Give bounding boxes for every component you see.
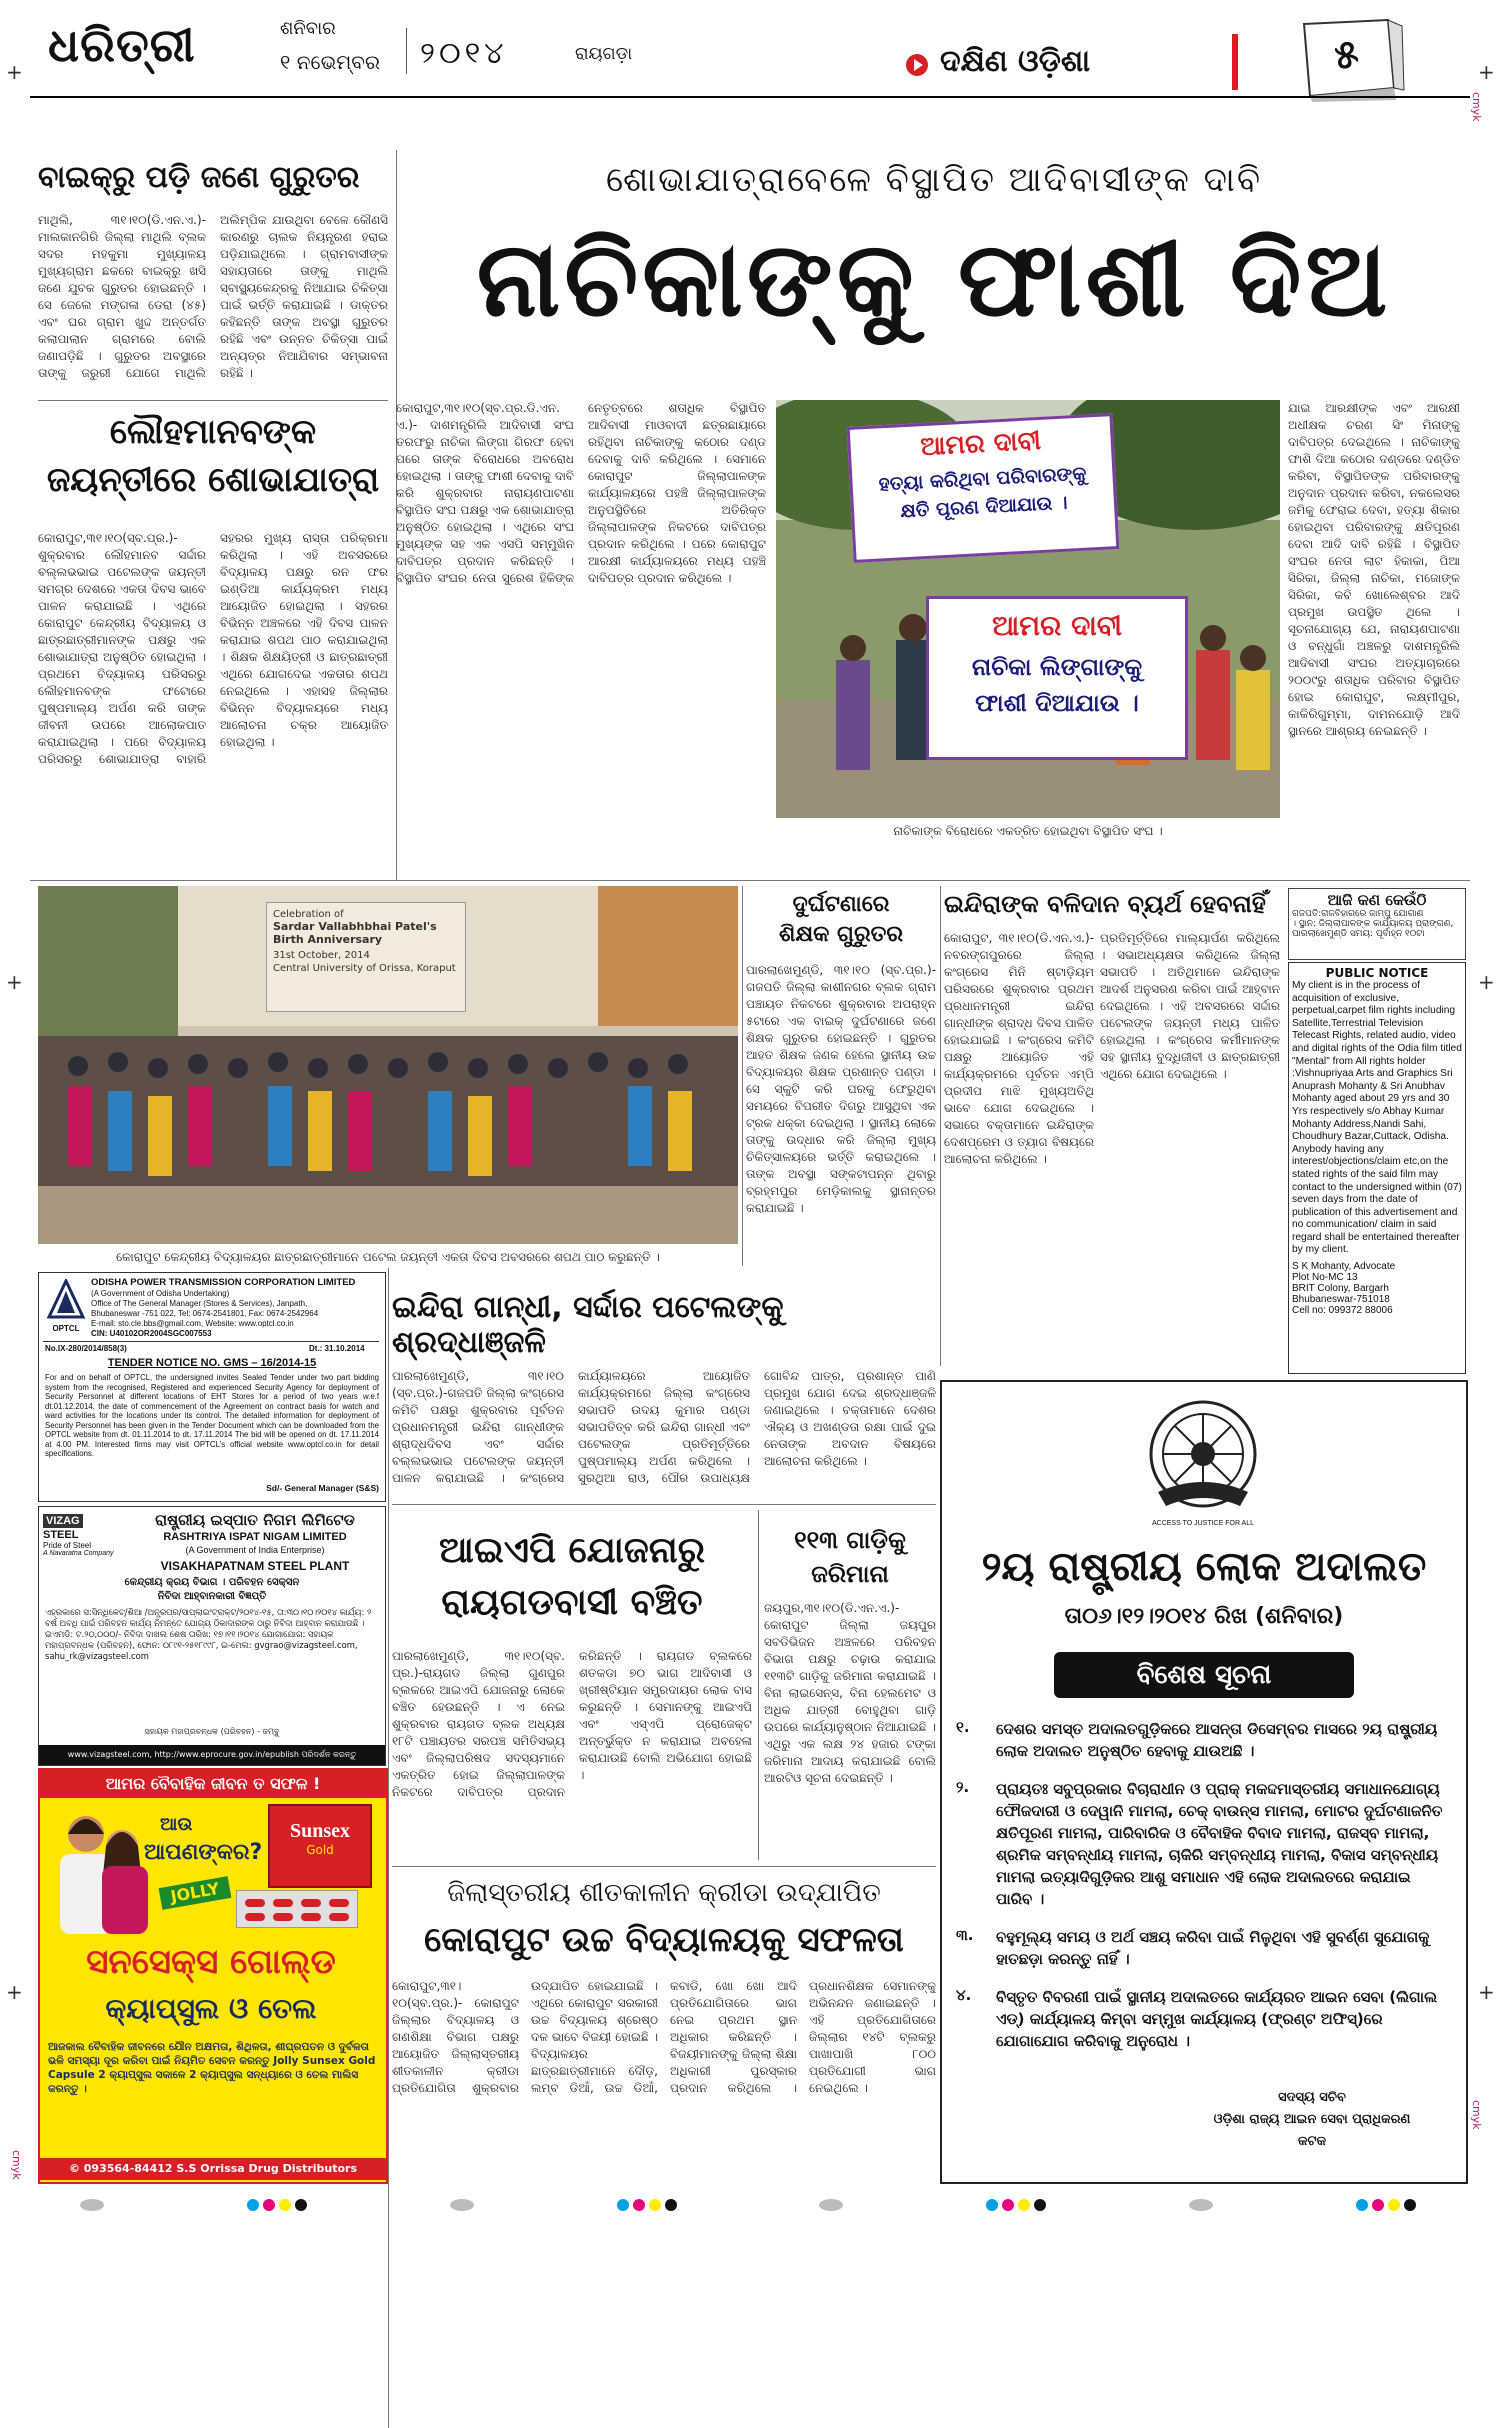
public-notice-sign-1: S K Mohanty, Advocate (1292, 1261, 1396, 1273)
notice-item (956, 1986, 1452, 2052)
banner-1 (847, 413, 1120, 563)
sunsex-question-1: ଆଉ (160, 1814, 193, 1835)
masthead-day: ଶନିବାର (280, 18, 336, 39)
notice-item-num: ୨. (956, 1778, 970, 1796)
public-notice-body: My client is in the process of acquisition of exclusive, perpetual,carpet film rights including Satellite,Terrestrial Television Telecast Rights, related audio, video and digital rights of the Odia film titled "Mental" from All rights holder :Vishnupriyaa Arts and Graphics Sri Anuprash Mohanty & Sri Anubhav Mohanty aged about 29 yrs and 30 Yrs respectively s/o Abhay Kumar Mohanty Address,Nandi Sahi, Choudhury Bazar,Cuttack, Odisha. Anybody having any interest/objections/claim etc,on the stated rights of the said film may contact to the undersigned within (07) seven days from the date of publication of this advertisement and no communication/ claim in said regard shall be entertained thereafter by my client. (1292, 980, 1462, 1256)
optcl-sub-2: Office of The General Manager (Stores & Services), Janpath, (91, 1299, 308, 1308)
optcl-date: Dt.: 31.10.2014 (309, 1344, 365, 1353)
teacher-story-headline-1: ଦୁର୍ଘଟଣାରେ (792, 892, 890, 917)
public-notice (1288, 962, 1466, 1374)
optcl-tender-ad (38, 1272, 386, 1502)
optcl-cin: CIN: U40102OR2004SGC007553 (91, 1329, 212, 1338)
iron-story-headline-1: ଲୌହମାନବଙ୍କ (109, 412, 317, 452)
sunsex-gold-ad (38, 1768, 388, 2184)
public-notice-sign-5: Cell no: 099372 88006 (1292, 1305, 1393, 1317)
banner-1-line-1: ଆମର ଦାବୀ (919, 425, 1042, 463)
public-notice-sign-4: Bhubaneswar-751018 (1292, 1294, 1390, 1306)
notice-item (956, 1778, 1452, 1910)
lok-adalat-sign-2: ଓଡ଼ିଶା ରାଜ୍ୟ ଆଇନ ସେବା ପ୍ରାଧିକରଣ (1213, 2112, 1411, 2127)
capsule-strip (236, 1890, 358, 1928)
indira-patel-body: ପାରଲାଖେମୁଣ୍ଡି, ୩୧।୧୦ (ସ୍ବ.ପ୍ର.)-ଗଜପତି ଜିଲ୍ଲା କଂଗ୍ରେସ କମିଟି ପକ୍ଷରୁ ଶୁକ୍ରବାର ପୂର୍ବତନ ପ୍ରଧାନମନ୍ତ୍ରୀ ଇନ୍ଦିରା ଗାନ୍ଧୀଙ୍କ ଶ୍ରାଦ୍ଧଦିବସ ଏବଂ ସର୍ଦ୍ଦାର ବଲ୍ଲଭଭାଇ ପଟେଲଙ୍କ ଜୟନ୍ତୀ ପାଳନ କରାଯାଇଛି । କଂଗ୍ରେସ କାର୍ଯ୍ୟାଳୟରେ ଆୟୋଜିତ କାର୍ଯ୍ୟକ୍ରମରେ ଜିଲ୍ଲା କଂଗ୍ରେସ ସଭାପତି ଉଦୟ କୁମାର ପଣ୍ଡା ସଭାପତିତ୍ବ କରି ଇନ୍ଦିରା ଗାନ୍ଧୀ ଏବଂ ପଟେଲଙ୍କ ପ୍ରତିମୂର୍ତ୍ତିରେ ପୁଷ୍ପମାଲ୍ୟ ଅର୍ପଣ କରିଥିଲେ । ସୁରଥିଆ ରାଓ, ପୌର ଉପାଧ୍ୟକ୍ଷ ଗୋବିନ୍ଦ ପାତ୍ର, ପ୍ରଶାନ୍ତ ପାଣି ପ୍ରମୁଖ ଯୋଗ ଦେଇ ଶ୍ରଦ୍ଧାଞ୍ଜଳି ଜଣାଇଥିଲେ । ବକ୍ତାମାନେ ଦେଶର ଐକ୍ୟ ଓ ଅଖଣ୍ଡତା ରକ୍ଷା ପାଇଁ ଦୁଇ ନେତାଙ୍କ ଅବଦାନ ବିଷୟରେ ଆଲୋଚନା କରିଥିଲେ । (392, 1369, 936, 1485)
notice-item-num: ୪. (956, 1986, 972, 2004)
celebration-sign (266, 902, 466, 1012)
optcl-sub-4: E-mail: sto.cle.bbs@gmail.com, Website: www.optcl.co.in (91, 1319, 294, 1328)
today-box-title: ଆଜି କଣ କେଉଁଠି (1327, 891, 1427, 909)
banner-1-line-2: ହତ୍ୟା କରିଥିବା ପରିବାରଙ୍କୁ (878, 462, 1087, 496)
special-notice-banner: ବିଶେଷ ସୂଚନା (1054, 1652, 1354, 1698)
notice-item (956, 1718, 1452, 1762)
lok-adalat-date: ତା୦୬।୧୨।୨୦୧୪ ରିଖ (ଶନିବାର) (1064, 1604, 1344, 1629)
cmyk-mark-bottom: cmyk (10, 2150, 23, 2180)
rinl-body: ଏହ୍ରକାରେ ସ:ସିନ୍ଧିକେଟ୍/ଶିଆ /ଅନ୍ଧ୍ରପ୍ର/ସାପ୍ଲାଇଂଟ୍ରାକ୍ଟ/୨୦୧୪-୧୫, ତା:୩୦।୧୦।୨୦୧୪ କାର୍ଯ୍ୟ: ୨ ବର୍ଷ ଅବଧି ପାଇଁ ପରିବହନ କାର୍ଯ୍ୟ ନିମନ୍ତେ ଯୋଗ୍ୟ ଠିକାଦାରଙ୍କ ଠାରୁ ନିବିଦା ଆହ୍ବାନ କରାଯାଉଛି । ଇଏମଡି: ଟ.୨୦,୦୦୦/- ନିବିଦା ଦାଖଲ ଶେଷ ତାରିଖ: ୧୭।୧୧।୨୦୧୪ ଯୋଗାଯୋଗ: ସହାୟକ ମହାପ୍ରବନ୍ଧକ (ପରିବହନ), ଫୋନ: ୦୮୯୧-୨୫୧୮୯୯୮, ଇ-ମେଲ: gvgrao@vizagsteel.com, sahu_rk@vizagsteel.com (45, 1607, 372, 1661)
page-number: ୫ (1334, 32, 1359, 78)
rinl-subtitle: (A Government of India Enterprise) (185, 1545, 325, 1555)
optcl-org: ODISHA POWER TRANSMISSION CORPORATION LIMITED (91, 1277, 356, 1288)
iap-story-headline-2: ରାୟଗଡବାସୀ ବଞ୍ଚିତ (441, 1582, 703, 1623)
today-box-line-3: ପାରଲାଖେମୁଣ୍ଡି ସମୟ: ପୂର୍ବାହ୍ନ ୧୦ଟା (1292, 929, 1425, 939)
notice-item (956, 1926, 1452, 1970)
public-notice-sign-2: Plot No-MC 13 (1292, 1272, 1358, 1284)
banner-2 (926, 596, 1188, 760)
public-notice-sign-3: BRIT Colony, Bargarh (1292, 1283, 1389, 1295)
optcl-logo (45, 1279, 87, 1333)
fine-story-headline-1: ୧୧୩ ଗାଡ଼ିକୁ (794, 1526, 906, 1554)
banner-2-line-2: ନାଚିକା ଲିଙ୍ଗାଙ୍କୁ (971, 653, 1143, 681)
sunsex-brand-sub: Gold (306, 1843, 334, 1857)
sports-story-body: କୋରାପୁଟ,୩୧।୧୦(ସ୍ବ.ପ୍ର.)- କୋରାପୁଟ ଜିଲ୍ଲାର ବିଦ୍ୟାଳୟ ଓ ଗଣଶିକ୍ଷା ବିଭାଗ ପକ୍ଷରୁ ଆୟୋଜିତ ଜିଲ୍ଲାସ୍ତରୀୟ ଶୀତକାଳୀନ କ୍ରୀଡା ପ୍ରତିଯୋଗିତା ଶୁକ୍ରବାର ଉଦ୍‌ଯାପିତ ହୋଇଯାଇଛି । ଏଥିରେ କୋରାପୁଟ ସରକାରୀ ଉଚ୍ଚ ବିଦ୍ୟାଳୟ ଶ୍ରେଷ୍ଠ ଦଳ ଭାବେ ବିଜୟୀ ହୋଇଛି । ବିଦ୍ୟାଳୟର ଛାତ୍ରଛାତ୍ରୀମାନେ ଦୌଡ଼, ଲମ୍ବ ଡିଆଁ, ଉଚ୍ଚ ଡିଆଁ, କବାଡି, ଖୋ ଖୋ ଆଦି ପ୍ରତିଯୋଗିତାରେ ଭାଗ ନେଇ ପ୍ରଥମ ସ୍ଥାନ ଅଧିକାର କରିଛନ୍ତି । ବିଜୟୀମାନଙ୍କୁ ଜିଲ୍ଲା ଶିକ୍ଷା ଅଧିକାରୀ ପୁରସ୍କାର ପ୍ରଦାନ କରିଥିଲେ । ପ୍ରଧାନଶିକ୍ଷକ ସେମାନଙ୍କୁ ଅଭିନନ୍ଦନ ଜଣାଇଛନ୍ତି । ଏହି ପ୍ରତିଯୋଗିତାରେ ଜିଲ୍ଲାର ୧୪ଟି ବ୍ଲକରୁ ପାଖାପାଖି ୮୦୦ ପ୍ରତିଯୋଗୀ ଭାଗ ନେଇଥିଲେ । (392, 1979, 936, 2095)
indira-sacrifice-body-right: ପ୍ରତିମୂର୍ତ୍ତିରେ ମାଲ୍ୟାର୍ପଣ କରିଥିଲେ । ସଭାଅଧ୍ୟକ୍ଷତା କରିଥିଲେ ଜିଲ୍ଲା ସଭାପତି । ଅତିଥିମାନେ ଇନ୍ଦିରାଙ୍କ ଆଦର୍ଶ ଅନୁସରଣ କରିବା ପାଇଁ ଆହ୍ବାନ ଦେଇଥିଲେ । ଏହି ଅବସରରେ ସର୍ଦ୍ଦାର ପଟେଲଙ୍କ ଜୟନ୍ତୀ ମଧ୍ୟ ପାଳିତ ହୋଇଥିଲା । କଂଗ୍ରେସ କର୍ମୀମାନଙ୍କ ସହ ସ୍ଥାନୀୟ ବୁଦ୍ଧିଜୀବୀ ଓ ଛାତ୍ରଛାତ୍ରୀ ଏଥିରେ ଯୋଗ ଦେଇଥିଲେ । (1100, 931, 1280, 1081)
iron-story-body: କୋରାପୁଟ,୩୧।୧୦(ସ୍ବ.ପ୍ର.)- ଶୁକ୍ରବାର ଲୌହମାନବ ସର୍ଦ୍ଦାର ବଲ୍ଲଭଭାଇ ପଟେଲଙ୍କ ଜୟନ୍ତୀ ସମଗ୍ର ଦେଶରେ ଏକତା ଦିବସ ଭାବେ ପାଳନ କରାଯାଇଛି । ଏଥିରେ କୋରାପୁଟ କେନ୍ଦ୍ରୀୟ ବିଦ୍ୟାଳୟ ଓ ଛାତ୍ରଛାତ୍ରୀମାନଙ୍କ ପକ୍ଷରୁ ଏକ ଶୋଭାଯାତ୍ରା ଅନୁଷ୍ଠିତ ହୋଇଥିଲା । ପ୍ରଥମେ ବିଦ୍ୟାଳୟ ପରିସରରୁ ଲୌହମାନବଙ୍କ ଫଟୋରେ ପୁଷ୍ପମାଲ୍ୟ ଅର୍ପଣ କରି ତାଙ୍କ ଜୀବନୀ ଉପରେ ଆଲୋକପାତ କରାଯାଇଥିଲା । ପରେ ବିଦ୍ୟାଳୟ ପରିସରରୁ ଶୋଭାଯାତ୍ରା ବାହାରି ସହରର ମୁଖ୍ୟ ରାସ୍ତା ପରିକ୍ରମା କରିଥିଲା । ଏହି ଅବସରରେ ବିଦ୍ୟାଳୟ ପକ୍ଷରୁ ରନ ଫର ଇଣ୍ଡିଆ କାର୍ଯ୍ୟକ୍ରମ ମଧ୍ୟ ଆୟୋଜିତ ହୋଇଥିଲା । ସହରର ବିଭିନ୍ନ ଅଞ୍ଚଳରେ ଏହି ଦିବସ ପାଳନ କରାଯାଇ ଶପଥ ପାଠ କରାଯାଇଥିଲା । ଶିକ୍ଷକ ଶିକ୍ଷୟିତ୍ରୀ ଓ ଛାତ୍ରଛାତ୍ରୀ ଏଥିରେ ଯୋଗଦେଇ ଏକତାର ଶପଥ ନେଇଥିଲେ । ଏହାସହ ଜିଲ୍ଲାର ବିଭିନ୍ନ ବିଦ୍ୟାଳୟରେ ମଧ୍ୟ ଆଲୋଚନା ଚକ୍ର ଆୟୋଜିତ ହୋଇଥିଲା । (38, 531, 388, 766)
banner-1-line-3: କ୍ଷତି ପୂରଣ ଦିଆଯାଉ । (899, 491, 1069, 523)
main-story-headline: ନାଚିକାଙ୍କୁ ଫାଶୀ ଦିଅ (476, 218, 1392, 340)
page-number-tag (1290, 18, 1410, 102)
indira-sacrifice-headline: ଇନ୍ଦିରାଙ୍କ ବଳିଦାନ ବ୍ୟର୍ଥ ହେବନାହିଁ (944, 890, 1266, 918)
couple-image (46, 1804, 156, 1934)
main-story-kicker: ଶୋଭାଯାତ୍ରାବେଳେ ବିସ୍ଥାପିତ ଆଦିବାସୀଙ୍କ ଦାବି (605, 160, 1263, 200)
lok-adalat-ad (940, 1380, 1468, 2184)
sign-line-5: Central University of Orissa, Koraput (273, 963, 456, 974)
lok-adalat-title: ୨ୟ ରାଷ୍ଟ୍ରୀୟ ଲୋକ ଅଦାଲତ (981, 1544, 1427, 1590)
vizag-steel-logo (43, 1511, 123, 1573)
notice-item-text: ବହୁମୂଲ୍ୟ ସମୟ ଓ ଅର୍ଥ ସଞ୍ଚୟ କରିବା ପାଇଁ ମିଳୁଥିବା ଏହି ସୁବର୍ଣ୍ଣ ସୁଯୋଗକୁ ହାତଛଡ଼ା କରନ୍ତୁ ନାହିଁ । (996, 1928, 1430, 1968)
rinl-heading: କେନ୍ଦ୍ରୀୟ କ୍ରୟ ବିଭାଗ । ପରିବହନ ସେକ୍ସନ (124, 1577, 300, 1588)
rinl-title-odia: ରାଷ୍ଟ୍ରୀୟ ଇସ୍ପାତ ନିଗମ ଲିମିଟେଡ (155, 1511, 355, 1529)
notice-items (956, 1718, 1452, 2068)
bike-story-headline: ବାଇକ୍‌ରୁ ପଡ଼ି ଜଣେ ଗୁରୁତର (38, 160, 360, 195)
iron-story-headline-2: ଜୟନ୍ତୀରେ ଶୋଭାଯାତ୍ରା (46, 460, 380, 500)
emblem-text: ACCESS TO JUSTICE FOR ALL (1151, 1520, 1255, 1527)
main-story-body-right: ଯାଇ ଆରକ୍ଷୀଙ୍କ ଏବଂ ଆରକ୍ଷୀ ଅଧୀକ୍ଷକ ଚରଣ ସିଂ ମିନାଙ୍କୁ ଦାବିପତ୍ର ଦେଇଥିଲେ । ନାଚିକାଙ୍କୁ ଫାଶି ଦିଆ କଠୋର ଦଣ୍ଡରେ ଦଣ୍ଡିତ କରିବା, ବିସ୍ଥାପିତଙ୍କ ପରିବାରଙ୍କୁ ଅନୁଦାନ ପ୍ରଦାନ କରିବା, ନକଲେସର ଜମିକୁ ଫେରାଇ ଦେବା, ହତ୍ୟା ଶିକାର ହୋଇଥିବା ପରିବାରଙ୍କୁ କ୍ଷତିପୂରଣ ଦେବା ଆଦି ଦାବି ରହିଛି । ବିସ୍ଥାପିତ ସଂଘର ନେତା ଲାଟ ହିକାକା, ପିଆ ସିରିକା, ଜିଲ୍ଲା ନାଚିକା, ମଜୋଙ୍କ ସିରିକା, କବି ଖୋଲେଶ୍ବର ଆଦି ପ୍ରମୁଖ ଉପସ୍ଥିତ ଥିଲେ । ସୂଚନାଯୋଗ୍ୟ ଯେ, ନାରାୟଣପାଟଣା ଓ ବନ୍ଧୁଗାଁ ଅଞ୍ଚଳରୁ ଦାଶମନ୍ତ୍ରିଲି ଆଦିବାସୀ ସଂଘର ଅତ୍ୟାଚାରରେ ୨୦୦୯ରୁ ଶତାଧିକ ପରିବାର ବିସ୍ଥାପିତ ହୋଇ କୋରାପୁଟ, ଲକ୍ଷ୍ମୀପୁର, କାକିରିଗୁମ୍ମା, ଦାମନଯୋଡ଼ି ଆଦି ସ୍ଥାନରେ ଆଶ୍ରୟ ନେଇଛନ୍ତି । (1288, 401, 1460, 738)
sunsex-brand: Sunsex (289, 1820, 351, 1842)
iap-story-headline-1: ଆଇଏପି ଯୋଜନାରୁ (438, 1530, 705, 1571)
teacher-story-headline-2: ଶିକ୍ଷକ ଗୁରୁତର (779, 922, 903, 947)
sign-line-2: Sardar Vallabhbhai Patel's (273, 920, 437, 933)
rinl-sign: ସହାୟକ ମହାପ୍ରବନ୍ଧକ (ପରିବହନ) - ଜମ୍ବୁ (144, 1727, 280, 1736)
students-photo (38, 886, 738, 1244)
optcl-ref: No.IX-280/2014/858(3) (45, 1344, 127, 1353)
banner-2-line-1: ଆମର ଦାବୀ (992, 609, 1122, 642)
protest-photo-caption: ନାଚିକାଙ୍କ ବିରୋଧରେ ଏକତ୍ରିତ ହୋଇଥିବା ବିସ୍ଥାପିତ ସଂଘ । (893, 824, 1163, 838)
sunsex-body: ଆଜକାଲ ବୈବାହିକ ଜୀବନରେ ଯୌନ ଅକ୍ଷମତା, ଶିଥିଳତା, ଶୀଘ୍ରପତନ ଓ ଦୁର୍ବଳତା ଭଳି ସମସ୍ୟା ଦୂର କରିବା ପାଇଁ ନିୟମିତ ସେବନ କରନ୍ତୁ Jolly Sunsex Gold Capsule 2 କ୍ୟାପ୍‌ସୁଲ ସକାଳେ 2 କ୍ୟାପ୍‌ସୁଲ ସନ୍ଧ୍ୟାରେ ଓ ତେଲ ମାଲିସ କରନ୍ତୁ । (48, 2041, 376, 2095)
jolly-badge: JOLLY (159, 1876, 232, 1910)
section-name: ଦକ୍ଷିଣ ଓଡ଼ିଶା (940, 44, 1091, 79)
rinl-tender-ad (38, 1506, 386, 1766)
masthead (0, 0, 1500, 100)
iap-story-body: ପାରଲାଖେମୁଣ୍ଡି, ୩୧।୧୦(ସ୍ବ. ପ୍ର.)-ରାୟଗଡ ଜିଲ୍ଲା ଗୁଣପୁର ବ୍ଲକରେ ଆଇଏପି ଯୋଜନାରୁ ଲୋକେ ବଞ୍ଚିତ ହେଉଛନ୍ତି । ଏ ନେଇ ଶୁକ୍ରବାର ରାୟଗଡ ବ୍ଲକ ଅଧ୍ୟକ୍ଷ ୧୮ଟି ପଞ୍ଚାୟତର ସରପଞ୍ଚ ସମିତିସଭ୍ୟ ଏବଂ ଜିଲ୍ଲାପରିଷଦ ସଦସ୍ୟମାନେ ଏକତ୍ରିତ ହୋଇ ଜିଲ୍ଲାପାଳଙ୍କ ନିକଟରେ ଦାବିପତ୍ର ପ୍ରଦାନ କରିଛନ୍ତି । ରାୟଗଡ ବ୍ଲକରେ ଶତକଡା ୭୦ ଭାଗ ଆଦିବାସୀ ଓ ଖ୍ରୀଷ୍ଟିୟାନ ସମ୍ପ୍ରଦାୟର ଲୋକ ବାସ କରୁଛନ୍ତି । ସେମାନଙ୍କୁ ଆଇଏପି ଏବଂ ଏସ୍‌ଏପି ପ୍ରୋଜେକ୍ଟ ଅନ୍ତର୍ଭୁକ୍ତ ନ କରାଯାଇ ଅବହେଳା କରାଯାଉଛି ବୋଲି ଅଭିଯୋଗ ହୋଇଛି । (392, 1649, 752, 1799)
protest-photo (776, 400, 1280, 818)
sign-line-3: Birth Anniversary (273, 933, 383, 946)
color-registration-strip (80, 2196, 1420, 2216)
fine-story-headline-2: ଜରିମାନା (811, 1560, 889, 1588)
masthead-date: ୧ ନଭେମ୍ବର (280, 50, 381, 74)
rinl-subheading: ନିବିଦା ଆହ୍ବାନକାରୀ ବିଜ୍ଞପ୍ତି (157, 1591, 267, 1602)
sunsex-box (268, 1804, 372, 1888)
public-notice-title: PUBLIC NOTICE (1325, 966, 1429, 980)
sports-story-kicker: ଜିଲାସ୍ତରୀୟ ଶୀତକାଳୀନ କ୍ରୀଡା ଉଦ୍‌ଯାପିତ (447, 1878, 881, 1908)
notice-item-text: ଦେଶର ସମସ୍ତ ଅଦାଲତଗୁଡ଼ିକରେ ଆସନ୍ତା ଡିସେମ୍ବର ମାସରେ ୨ୟ ରାଷ୍ଟ୍ରୀୟ ଲୋକ ଅଦାଲତ ଅନୁଷ୍ଠିତ ହେବାକୁ ଯାଉଅଛି । (996, 1720, 1438, 1760)
sign-line-1: Celebration of (273, 909, 344, 920)
optcl-sub-3: Bhubaneswar -751 022, Tel: 0674-2541801, Fax: 0674-2542964 (91, 1309, 319, 1318)
sunsex-footer: © 093564-84412 S.S Orrissa Drug Distributors (40, 2158, 386, 2180)
sunsex-product-1: ସନସେକ୍ସ ଗୋଲ୍ଡ (86, 1942, 336, 1982)
optcl-logo-text: OPTCL (52, 1324, 80, 1333)
notice-item-text: ପ୍ରାୟତଃ ସବୁପ୍ରକାର ବିଚାରାଧୀନ ଓ ପ୍ରାକ୍ ମକଦ୍ଦମାସ୍ତରୀୟ ସମାଧାନଯୋଗ୍ୟ ଫୌଜଦାରୀ ଓ ଦେୱାନି ମାମଲା, ଚେକ୍ ବାଉନ୍ସ ମାମଲା, ମୋଟର ଦୁର୍ଘଟଣାଜନିତ କ୍ଷତିପୂରଣ ମାମଲା, ପାରିବାରିକ ଓ ବୈବାହିକ ବିବାଦ ମାମଲା, ରାଜସ୍ବ ମାମଲା, ଶ୍ରମିକ ସମ୍ବନ୍ଧୀୟ ମାମଲା, ଚାକିରି ସମ୍ବନ୍ଧୀୟ ମାମଲା, ବିକାସ ସମ୍ବନ୍ଧୀୟ ମାମଲା ଇତ୍ୟାଦିଗୁଡ଼ିକର ଆଶୁ ସମାଧାନ ଏହି ଲୋକ ଅଦାଲତରେ କରାଯାଇ ପାରିବ । (996, 1780, 1443, 1908)
fine-story-body: ଜୟପୁର,୩୧।୧୦(ଡି.ଏନ.ଏ.)- କୋରାପୁଟ ଜିଲ୍ଲା ଜୟପୁର ସବଡିଭିଜନ ଅଞ୍ଚଳରେ ପରିବହନ ବିଭାଗ ପକ୍ଷରୁ ଚଢ଼ାଉ କରାଯାଇ ୧୧୩ଟି ଗାଡ଼ିକୁ ଜରିମାନା କରାଯାଇଛି । ବିନା ଲାଇସେନ୍ସ, ବିନା ହେଲମେଟ ଓ ଅଧିକ ଯାତ୍ରୀ ବୋହୁଥିବା ଗାଡ଼ି ଉପରେ କାର୍ଯ୍ୟାନୁଷ୍ଠାନ ନିଆଯାଇଛି । ଏଥିରୁ ଏକ ଲକ୍ଷ ୨୪ ହଜାର ଟଙ୍କା ଜରିମାନା ଆଦାୟ କରାଯାଇଛି ବୋଲି ଆରଟିଓ ସୂଚନା ଦେଇଛନ୍ତି । (764, 1601, 936, 1785)
legal-services-emblem (1128, 1396, 1278, 1530)
rinl-title-en: RASHTRIYA ISPAT NIGAM LIMITED (163, 1531, 347, 1543)
vizag-logo-2: STEEL (43, 1529, 79, 1541)
indira-patel-headline: ଇନ୍ଦିରା ଗାନ୍ଧୀ, ସର୍ଦ୍ଦାର ପଟେଲଙ୍କୁ ଶ୍ରଦ୍ଧାଞ୍ଜଳି (392, 1290, 784, 1360)
notice-item-text: ବିସ୍ତୃତ ବିବରଣୀ ପାଇଁ ସ୍ଥାନୀୟ ଅଦାଲତରେ କାର୍ଯ୍ୟରତ ଆଇନ ସେବା (ଲିଗାଲ ଏଡ୍) କାର୍ଯ୍ୟାଳୟ କିମ୍ବା ସମ୍ମୁଖ କାର୍ଯ୍ୟାଳୟ (ଫ୍ରଣ୍ଟ ଅଫିସ୍)ରେ ଯୋଗାଯୋଗ କରିବାକୁ ଅନୁରୋଧ । (996, 1988, 1438, 2050)
optcl-body: For and on behalf of OPTCL, the undersigned invites Sealed Tender under two part bidding system from the recognised, Registered and experienced Security Agency for deployment of Security Personnel at different locations of EHT Stores for a period of two years w.e.f dt.01.12.2014, the date of commencement of the Agreement on contract basis for watch and ward activities for the locations under its control. The detailed information for deployment of Security Personnel has been given in the Tender Document which can be downloaded from the OPTCL website from dt. 01.11.2014 to dt. 17.11.2014 The bid will be opened on dt. 17.11.2014 at 4.00 PM. Interested firms may visit OPTCL's official website www.optcl.co.in for detail specifications. (45, 1373, 379, 1458)
sports-story-headline: କୋରାପୁଟ ଉଚ୍ଚ ବିଦ୍ୟାଳୟକୁ ସଫଳତା (424, 1920, 904, 1960)
lok-adalat-sign-1: ସଦସ୍ୟ ସଚିବ (1278, 2090, 1346, 2105)
banner-2-line-3: ଫାଶୀ ଦିଆଯାଉ । (975, 689, 1139, 717)
indira-sacrifice-body-left: କୋରାପୁଟ, ୩୧।୧୦(ଡି.ଏନ.ଏ.)- ନବରଙ୍ଗପୁରରେ ଜିଲ୍ଲା କଂଗ୍ରେସ ମିନି ଷ୍ଟାଡ଼ିୟମ ପରିସରରେ ଶୁକ୍ରବାର ପ୍ରଥମ ପ୍ରଧାନମନ୍ତ୍ରୀ ଇନ୍ଦିରା ଗାନ୍ଧୀଙ୍କ ଶ୍ରାଦ୍ଧ ଦିବସ ପାଳିତ ହୋଇଯାଇଛି । କଂଗ୍ରେସ କମିଟି ପକ୍ଷରୁ ଆୟୋଜିତ ଏହି କାର୍ଯ୍ୟକ୍ରମରେ ପୂର୍ବତନ ଏମ୍ପି ପ୍ରଦୀପ ମାଝି ମୁଖ୍ୟଅତିଥି ଭାବେ ଯୋଗ ଦେଇଥିଲେ । ସଭାରେ ବକ୍ତାମାନେ ଇନ୍ଦିରାଙ୍କ ଦେଶପ୍ରେମ ଓ ତ୍ୟାଗ ବିଷୟରେ ଆଲୋଚନା କରିଥିଲେ । (944, 931, 1094, 1166)
students-photo-caption: କୋରାପୁଟ କେନ୍ଦ୍ରୀୟ ବିଦ୍ୟାଳୟର ଛାତ୍ରଛାତ୍ରୀମାନେ ପଟେଲ ଜୟନ୍ତୀ ଏକତା ଦିବସ ଅବସରରେ ଶପଥ ପାଠ କରୁଛନ୍ତି । (116, 1250, 660, 1264)
bike-story-body: ମାଥିଲି, ୩୧।୧୦(ଡି.ଏନ.ଏ.)- ମାଲକାନଗିରି ଜିଲ୍ଲା ମାଥିଲି ବ୍ଲକ ସଦର ମହକୁମା ମୁଖ୍ୟାଳୟ ମୁଖ୍ୟଗ୍ରାମ ଛକରେ ବାଇକ୍‌ରୁ ଖସି ଜଣେ ଯୁବକ ଗୁରୁତର ହୋଇଛନ୍ତି । ସେ ଜେଲେ ମଙ୍ଗଳା ଡେରା (୪୫) ଏବଂ ଘର ଗ୍ରାମ ଖୁଦ୍ଦ ଅନ୍ତର୍ଗତ କଲାପାଲାନ ଗ୍ରାମରେ ବୋଲି ଜଣାପଡ଼ିଛି । ଗୁରୁତର ଅବସ୍ଥାରେ ତାଙ୍କୁ ଜରୁରୀ ଯୋଗେ ମାଥିଲି ଅଲିମ୍ପିକ ଯାଉଥିବା ବେଳେ କୌଣସି କାରଣରୁ ଚାଲକ ନିୟନ୍ତ୍ରଣ ହରାଇ ପଡ଼ିଯାଇଥିଲେ । ଗ୍ରାମବାସୀଙ୍କ ସହାୟତାରେ ତାଙ୍କୁ ମାଥିଲି ସ୍ବାସ୍ଥ୍ୟକେନ୍ଦ୍ରକୁ ନିଆଯାଇ ଚିକିତ୍ସା ପାଇଁ ଭର୍ତ୍ତି କରାଯାଇଛି । ଡାକ୍ତର କହିଛନ୍ତି ତାଙ୍କ ଅବସ୍ଥା ଗୁରୁତର ରହିଛି ଏବଂ ଉନ୍ନତ ଚିକିତ୍ସା ପାଇଁ ଅନ୍ୟତ୍ର ନିଆଯିବାର ସମ୍ଭାବନା ରହିଛି । (38, 213, 388, 380)
rinl-plant: VISAKHAPATNAM STEEL PLANT (160, 1559, 350, 1573)
notice-item-num: ୧. (956, 1718, 970, 1736)
sunsex-product-2: କ୍ୟାପ୍‌ସୁଲ ଓ ତେଲ (105, 1992, 317, 2025)
masthead-city: ରାୟଗଡ଼ା (575, 44, 633, 64)
teacher-story-body: ପାରଲାଖେମୁଣ୍ଡି, ୩୧।୧୦ (ସ୍ବ.ପ୍ର.)-ଗଜପତି ଜିଲ୍ଲା କାଶୀନଗର ବ୍ଲକ ଗ୍ରାମ ପଞ୍ଚାୟତ ନିକଟରେ ଶୁକ୍ରବାର ଅପରାହ୍ନ ୫ଟାରେ ଏକ ବାଇକ୍ ଦୁର୍ଘଟଣାରେ ଜଣେ ଶିକ୍ଷକ ଗୁରୁତର ହୋଇଛନ୍ତି । ଗୁରୁତର ଆହତ ଶିକ୍ଷକ ଜଣକ ହେଲେ ସ୍ଥାନୀୟ ଉଚ୍ଚ ବିଦ୍ୟାଳୟର ଶିକ୍ଷକ ପ୍ରଶାନ୍ତ ପଣ୍ଡା । ସେ ସ୍କୁଟି କରି ଘରକୁ ଫେରୁଥିବା ସମୟରେ ବିପରୀତ ଦିଗରୁ ଆସୁଥିବା ଏକ ଟ୍ରକ ଧକ୍କା ଦେଇଥିଲା । ସ୍ଥାନୀୟ ଲୋକେ ତାଙ୍କୁ ଉଦ୍ଧାର କରି ଜିଲ୍ଲା ମୁଖ୍ୟ ଚିକିତ୍ସାଳୟରେ ଭର୍ତ୍ତି କରାଇଥିଲେ । ତାଙ୍କ ଅବସ୍ଥା ସଙ୍କଟାପନ୍ନ ଥିବାରୁ ବ୍ରହ୍ମପୁର ମେଡ଼ିକାଲକୁ ସ୍ଥାନାନ୍ତର କରାଯାଇଛି । (746, 963, 936, 1215)
notice-item-num: ୩. (956, 1926, 974, 1944)
main-story-body-left: କୋରାପୁଟ,୩୧।୧୦(ସ୍ବ.ପ୍ର.ଡି.ଏନ. ଏ.)- ଦାଶମନ୍ତ୍ରିଲି ଆଦିବାସୀ ସଂଘ ତରଫରୁ ନାଚିକା ଲିଙ୍ଗା ଗିରଫ ହେବା ପରେ ତାଙ୍କ ବିରୋଧରେ ଅବରୋଧ ହୋଇଥିଲା । ତାଙ୍କୁ ଫାଶୀ ଦେବାକୁ ଦାବି କରି ଶୁକ୍ରବାର ନାରାୟଣପାଟଣା ବିସ୍ଥାପିତ ସଂଘ ପକ୍ଷରୁ ଏକ ଶୋଭାଯାତ୍ରା ଅନୁଷ୍ଠିତ ହୋଇଥିଲା । ଏଥିରେ ସଂଘ ମୁଖ୍ୟଙ୍କ ସହ ଏକ ଏସପି ସମ୍ମୁଖିନ ଦାବିପତ୍ର ପ୍ରଦାନ କରିଛନ୍ତି । ବିସ୍ଥାପିତ ସଂଘର ନେତା ସୁରେଶ ହିକିଙ୍କ ନେତୃତ୍ବରେ ଶତାଧିକ ବିସ୍ଥାପିତ ଆଦିବାସୀ ମାଓବାଦୀ ଛତ୍ରଛାୟାରେ ରହିଥିବା ନାଚିକାଙ୍କୁ କଠୋର ଦଣ୍ଡ ଦେବାକୁ ଦାବି କରିଥିଲେ । ସେମାନେ କୋରାପୁଟ ଜିଲ୍ଲାପାଳଙ୍କ କାର୍ଯ୍ୟାଳୟରେ ପହଞ୍ଚି ଜିଲ୍ଲାପାଳଙ୍କ ଅନୁପସ୍ଥିତିରେ ଅତିରିକ୍ତ ଜିଲ୍ଲାପାଳଙ୍କ ନିକଟରେ ଦାବିପତ୍ର ପ୍ରଦାନ କରିଥିଲେ । ପରେ କୋରାପୁଟ ଆରକ୍ଷୀ କାର୍ଯ୍ୟାଳୟରେ ମଧ୍ୟ ପହଞ୍ଚି ଦାବିପତ୍ର ପ୍ରଦାନ କରିଥିଲେ । (396, 401, 766, 585)
play-icon (906, 54, 928, 76)
cmyk-mark-right: cmyk (1470, 2100, 1483, 2130)
today-box-line-1: ଗଜପତି:ରାଜବିହାରରେ ଜାମ୍ପୁ ଯୋଗାଣ (1292, 909, 1424, 919)
sunsex-top: ଆମର ବୈବାହିକ ଜୀବନ ତ ସଫଳ ! (40, 1770, 386, 1798)
masthead-logo: ଧରିତ୍ରୀ (48, 18, 196, 72)
vizag-logo-1: VIZAG (43, 1514, 83, 1528)
optcl-tender-title: TENDER NOTICE NO. GMS – 16/2014-15 (107, 1357, 317, 1369)
optcl-sign: Sd/- General Manager (S&S) (266, 1483, 379, 1493)
masthead-year: ୨୦୧୪ (420, 36, 508, 71)
rinl-web: www.vizagsteel.com, http://www.eprocure.gov.in/epublish ପରିଦର୍ଶନ କରନ୍ତୁ (39, 1745, 385, 1765)
lok-adalat-sign-3: କଟକ (1297, 2134, 1327, 2149)
today-box-line-2: । ସ୍ଥାନ: ଜିଲ୍ଲାପାଳଙ୍କ କାର୍ଯ୍ୟାଳୟ ପ୍ରାଙ୍ଗଣ, (1292, 919, 1454, 929)
optcl-sub-1: (A Government of Odisha Undertaking) (91, 1289, 230, 1298)
vizag-logo-4: A Navaratna Company (43, 1550, 114, 1557)
today-box (1288, 888, 1466, 960)
cmyk-mark: cmyk (1470, 92, 1483, 122)
sign-line-4: 31st October, 2014 (273, 950, 370, 961)
vizag-logo-3: Pride of Steel (43, 1541, 92, 1550)
sunsex-question-2: ଆପଣଙ୍କର? (144, 1840, 263, 1865)
